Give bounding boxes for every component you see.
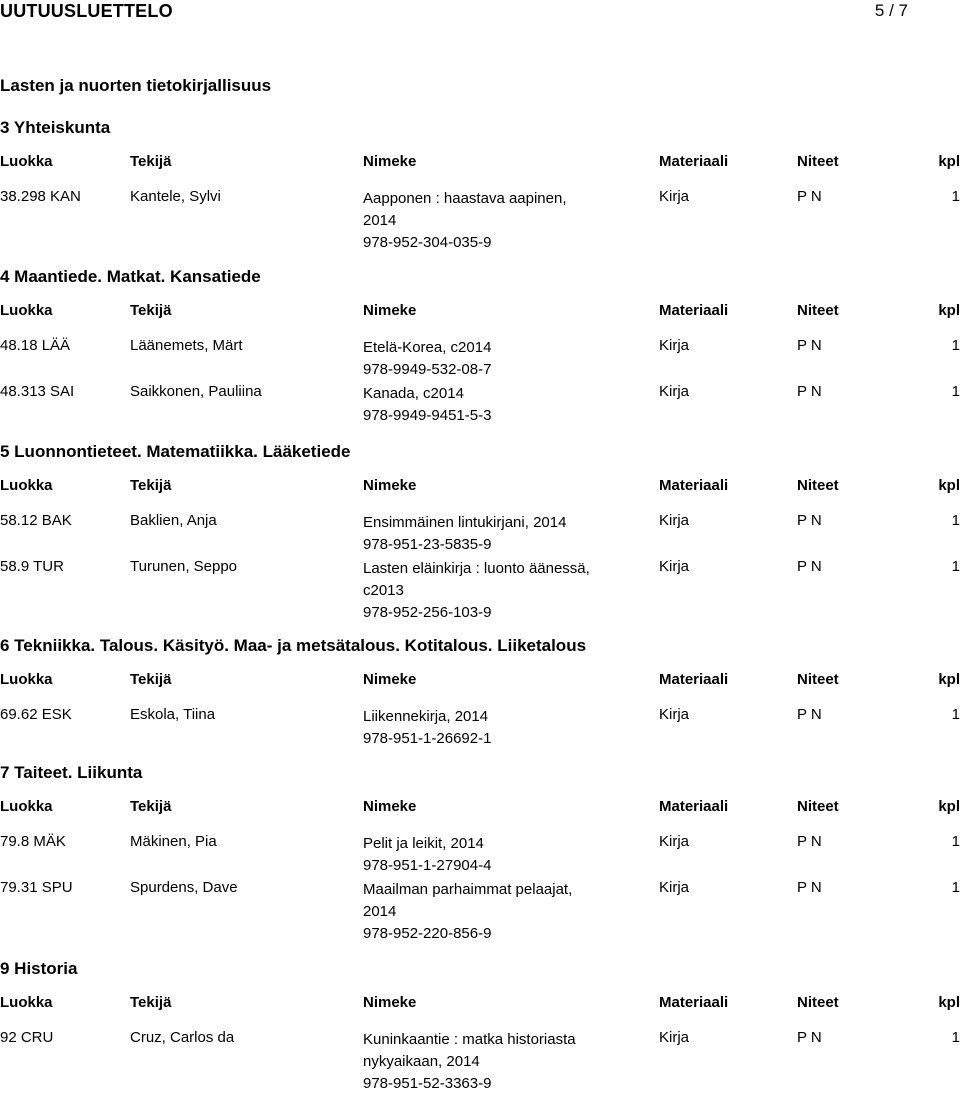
cell-nimeke-line: 978-9949-532-08-7: [363, 361, 492, 378]
cell-niteet: P N: [797, 337, 822, 354]
cell-tekija: Baklien, Anja: [130, 512, 217, 529]
section-title: 9 Historia: [0, 959, 78, 978]
cell-nimeke-line: Aapponen : haastava aapinen,: [363, 190, 567, 207]
cell-kpl: 1: [951, 706, 960, 723]
column-header-nimeke: Nimeke: [363, 153, 417, 170]
cell-nimeke-line: Lasten eläinkirja : luonto äänessä,: [363, 560, 590, 577]
column-header-luokka: Luokka: [0, 477, 53, 494]
column-header-luokka: Luokka: [0, 671, 53, 688]
cell-nimeke-line: Maailman parhaimmat pelaajat,: [363, 881, 573, 898]
column-header-niteet: Niteet: [797, 302, 839, 319]
cell-luokka: 92 CRU: [0, 1029, 54, 1046]
column-header-nimeke: Nimeke: [363, 798, 417, 815]
cell-materiaali: Kirja: [659, 337, 690, 354]
cell-tekija: Läänemets, Märt: [130, 337, 243, 354]
cell-tekija: Eskola, Tiina: [130, 706, 216, 723]
section-title: 3 Yhteiskunta: [0, 118, 111, 137]
section-title: 5 Luonnontieteet. Matematiikka. Lääketiede: [0, 442, 351, 461]
column-header-tekija: Tekijä: [130, 477, 172, 494]
section-title: 7 Taiteet. Liikunta: [0, 763, 143, 782]
cell-nimeke-line: Kuninkaantie : matka historiasta: [363, 1031, 576, 1048]
column-header-kpl: kpl: [938, 798, 960, 815]
column-header-luokka: Luokka: [0, 302, 53, 319]
cell-niteet: P N: [797, 512, 822, 529]
cell-nimeke-line: c2013: [363, 582, 404, 599]
column-header-materiaali: Materiaali: [659, 994, 729, 1011]
cell-materiaali: Kirja: [659, 558, 690, 575]
column-header-tekija: Tekijä: [130, 798, 172, 815]
cell-nimeke-line: 978-9949-9451-5-3: [363, 407, 492, 424]
column-header-niteet: Niteet: [797, 994, 839, 1011]
cell-nimeke-line: 978-952-220-856-9: [363, 925, 492, 942]
column-header-kpl: kpl: [938, 302, 960, 319]
cell-nimeke-line: Pelit ja leikit, 2014: [363, 835, 484, 852]
cell-nimeke-line: 978-951-1-27904-4: [363, 857, 492, 874]
cell-luokka: 58.9 TUR: [0, 558, 64, 575]
cell-kpl: 1: [951, 558, 960, 575]
column-header-tekija: Tekijä: [130, 671, 172, 688]
cell-kpl: 1: [951, 188, 960, 205]
cell-kpl: 1: [951, 1029, 960, 1046]
cell-nimeke-line: Ensimmäinen lintukirjani, 2014: [363, 514, 567, 531]
column-header-materiaali: Materiaali: [659, 671, 729, 688]
column-header-kpl: kpl: [938, 477, 960, 494]
column-header-nimeke: Nimeke: [363, 477, 417, 494]
column-header-nimeke: Nimeke: [363, 302, 417, 319]
cell-kpl: 1: [951, 337, 960, 354]
cell-niteet: P N: [797, 383, 822, 400]
cell-nimeke-line: 2014: [363, 212, 397, 229]
category-title: Lasten ja nuorten tietokirjallisuus: [0, 76, 272, 95]
column-header-kpl: kpl: [938, 671, 960, 688]
cell-kpl: 1: [951, 879, 960, 896]
column-header-tekija: Tekijä: [130, 153, 172, 170]
cell-niteet: P N: [797, 188, 822, 205]
cell-materiaali: Kirja: [659, 879, 690, 896]
column-header-kpl: kpl: [938, 153, 960, 170]
cell-materiaali: Kirja: [659, 833, 690, 850]
cell-luokka: 48.18 LÄÄ: [0, 337, 71, 354]
page-title: UUTUUSLUETTELO: [0, 1, 173, 21]
column-header-materiaali: Materiaali: [659, 798, 729, 815]
section-title: 4 Maantiede. Matkat. Kansatiede: [0, 267, 261, 286]
cell-nimeke-line: 978-951-23-5835-9: [363, 536, 492, 553]
column-header-nimeke: Nimeke: [363, 994, 417, 1011]
cell-nimeke-line: 978-951-52-3363-9: [363, 1075, 492, 1092]
cell-tekija: Cruz, Carlos da: [130, 1029, 235, 1046]
cell-luokka: 58.12 BAK: [0, 512, 72, 529]
column-header-luokka: Luokka: [0, 798, 53, 815]
section-title: 6 Tekniikka. Talous. Käsityö. Maa- ja metsätalous. Kotitalous. Liiketalous: [0, 636, 587, 655]
column-header-materiaali: Materiaali: [659, 153, 729, 170]
cell-luokka: 48.313 SAI: [0, 383, 75, 400]
cell-kpl: 1: [951, 512, 960, 529]
column-header-materiaali: Materiaali: [659, 477, 729, 494]
column-header-luokka: Luokka: [0, 994, 53, 1011]
cell-niteet: P N: [797, 706, 822, 723]
cell-nimeke-line: 2014: [363, 903, 397, 920]
column-header-niteet: Niteet: [797, 153, 839, 170]
cell-kpl: 1: [951, 383, 960, 400]
column-header-luokka: Luokka: [0, 153, 53, 170]
cell-nimeke-line: nykyaikaan, 2014: [363, 1053, 480, 1070]
cell-nimeke-line: Etelä-Korea, c2014: [363, 339, 492, 356]
cell-luokka: 79.31 SPU: [0, 879, 73, 896]
column-header-niteet: Niteet: [797, 798, 839, 815]
cell-nimeke-line: Kanada, c2014: [363, 385, 464, 402]
cell-niteet: P N: [797, 879, 822, 896]
column-header-tekija: Tekijä: [130, 994, 172, 1011]
cell-materiaali: Kirja: [659, 706, 690, 723]
cell-tekija: Saikkonen, Pauliina: [130, 383, 262, 400]
column-header-nimeke: Nimeke: [363, 671, 417, 688]
column-header-niteet: Niteet: [797, 671, 839, 688]
cell-tekija: Kantele, Sylvi: [130, 188, 221, 205]
column-header-niteet: Niteet: [797, 477, 839, 494]
cell-luokka: 79.8 MÄK: [0, 833, 66, 850]
cell-tekija: Spurdens, Dave: [130, 879, 238, 896]
column-header-tekija: Tekijä: [130, 302, 172, 319]
page-number: 5 / 7: [874, 1, 908, 20]
cell-niteet: P N: [797, 558, 822, 575]
cell-tekija: Turunen, Seppo: [130, 558, 238, 575]
cell-materiaali: Kirja: [659, 383, 690, 400]
cell-nimeke-line: 978-952-256-103-9: [363, 604, 492, 621]
cell-luokka: 38.298 KAN: [0, 188, 81, 205]
column-header-kpl: kpl: [938, 994, 960, 1011]
cell-tekija: Mäkinen, Pia: [130, 833, 217, 850]
column-header-materiaali: Materiaali: [659, 302, 729, 319]
cell-kpl: 1: [951, 833, 960, 850]
cell-materiaali: Kirja: [659, 188, 690, 205]
cell-nimeke-line: 978-951-1-26692-1: [363, 730, 492, 747]
cell-materiaali: Kirja: [659, 1029, 690, 1046]
cell-materiaali: Kirja: [659, 512, 690, 529]
cell-luokka: 69.62 ESK: [0, 706, 72, 723]
cell-niteet: P N: [797, 833, 822, 850]
cell-niteet: P N: [797, 1029, 822, 1046]
cell-nimeke-line: Liikennekirja, 2014: [363, 708, 489, 725]
cell-nimeke-line: 978-952-304-035-9: [363, 234, 492, 251]
